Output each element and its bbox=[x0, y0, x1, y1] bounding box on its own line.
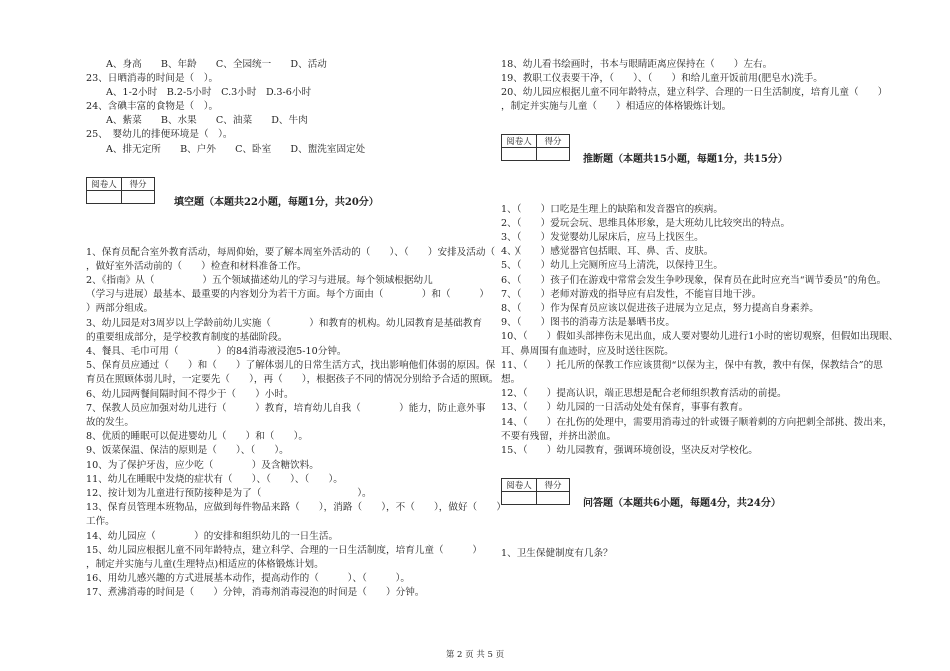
question-line: 11、幼儿在睡眠中发烧的症状有（ ）、（ ）、（ ）。 bbox=[86, 474, 343, 485]
question-line: 不要有残留，并挤出淤血。 bbox=[501, 431, 617, 442]
question-line: 18、幼儿看书绘画时，书本与眼睛距离应保持在（ ）左右。 bbox=[501, 59, 773, 70]
option-line: A、排无定所 B、户外 C、卧室 D、盥洗室固定处 bbox=[106, 144, 366, 155]
option-line: A、紫菜 B、水果 C、油菜 D、牛肉 bbox=[106, 115, 308, 126]
score-label: 得分 bbox=[537, 135, 570, 148]
question-line: 9、饭菜保温、保洁的原则是（ ）、（ ）。 bbox=[86, 445, 289, 456]
question-line: 3、（ ）发觉婴幼儿尿床后，应马上找医生。 bbox=[501, 232, 704, 243]
page-footer: 第 2 页 共 5 页 bbox=[445, 650, 505, 660]
question-line: 的重要组成部分，是学校教育制度的基础阶段。 bbox=[86, 332, 288, 343]
question-line: ，制定并实施与儿童（ ）相适应的体格锻炼计划。 bbox=[501, 101, 732, 112]
question-line: 20、幼儿园应根据儿童不同年龄特点，建立科学、合理的一日生活制度，培育儿童（ ） bbox=[501, 87, 888, 98]
question-line: 1、（ ）口吃是生理上的缺陷和发音器官的疾病。 bbox=[501, 204, 723, 215]
question-line: 16、用幼儿感兴趣的方式进展基本动作，提高动作的（ ）、（ ）。 bbox=[86, 573, 410, 584]
question-line: ）两部分组成。 bbox=[86, 303, 154, 314]
question-line: 8、（ ）作为保育员应该以促进孩子进展为立足点，努力提高自身素养。 bbox=[501, 303, 819, 314]
reviewer-cell bbox=[502, 492, 537, 505]
question-line: 6、幼儿园两餐间隔时间不得少于（ ）小时。 bbox=[86, 389, 294, 400]
question-line: 5、（ ）幼儿上完厕所应马上清洗，以保持卫生。 bbox=[501, 260, 723, 271]
question-line: 15、（ ）幼儿园教育，强调环境创设，坚决反对学校化。 bbox=[501, 445, 758, 456]
question-line: 10、（ ）假如头部摔伤未见出血，成人要对婴幼儿进行1小时的密切观察，但假如出现眼、 bbox=[501, 331, 899, 342]
reviewer-label: 阅卷人 bbox=[502, 135, 537, 148]
question-line: 19、教职工仪表要干净，（ ）、（ ）和给儿童开饭前用(肥皂水)洗手。 bbox=[501, 73, 823, 84]
score-cell bbox=[537, 148, 570, 161]
question-line: 13、保育员管理本班物品，应做到每件物品来路（ ），消路（ ），不（ ），做好（ ） bbox=[86, 502, 506, 513]
question-line: 7、保教人员应加强对幼儿进行（ ）教育，培育幼儿自我（ ）能力，防止意外事 bbox=[86, 403, 486, 414]
question-line: 14、幼儿园应（ ）的安排和组织幼儿的一日生活。 bbox=[86, 531, 339, 542]
question-line: 耳、鼻周围有血迹时，应及时送往医院。 bbox=[501, 346, 674, 357]
score-label: 得分 bbox=[537, 479, 570, 492]
question-line: 11、（ ）托儿所的保教工作应该贯彻“以保为主，保中有教，教中有保，保教结合”的思 bbox=[501, 360, 883, 371]
section-title: 填空题（本题共22小题，每题1分，共20分） bbox=[174, 197, 379, 208]
question-line: ，制定并实施与儿童(生理特点)相适应的体格锻炼计划。 bbox=[86, 559, 324, 570]
question-line: 想。 bbox=[501, 374, 521, 385]
score-label: 得分 bbox=[122, 178, 155, 191]
reviewer-label: 阅卷人 bbox=[87, 178, 122, 191]
question-line: 25、 婴幼儿的排便环境是（ ）。 bbox=[86, 129, 233, 140]
question-line: 5、保育员应通过（ ）和（ ）了解体弱儿的日常生活方式，找出影响他们体弱的原因。保 bbox=[86, 360, 496, 371]
question-line: 13、（ ）幼儿园的一日活动处处有保育，事事有教育。 bbox=[501, 402, 749, 413]
question-line: 17、煮沸消毒的时间是（ ）分钟，消毒剂消毒浸泡的时间是（ ）分钟。 bbox=[86, 587, 425, 598]
question-line: 10、为了保护牙齿，应少吃（ ）及含糖饮料。 bbox=[86, 460, 319, 471]
question-line: 育员在照顾体弱儿时，一定要先（ ），再（ ），根据孩子不同的情况分别给予合适的照顾。 bbox=[86, 374, 499, 385]
score-cell bbox=[537, 492, 570, 505]
question-line: 15、幼儿园应根据儿童不同年龄特点，建立科学、合理的一日生活制度，培育儿童（ ） bbox=[86, 545, 482, 556]
question-line: 2、《指南》从（ ）五个领域描述幼儿的学习与进展。每个领域根据幼儿 bbox=[86, 275, 433, 286]
question-line: 23、日晒消毒的时间是（ ）。 bbox=[86, 73, 219, 84]
question-line: 1、保育员配合室外教育活动，每周仰始，要了解本周室外活动的（ ）、（ ）安排及活动（ ） bbox=[86, 247, 524, 258]
reviewer-cell bbox=[502, 148, 537, 161]
question-line: 4、（ ）感觉器官包括眼、耳、鼻、舌、皮肤。 bbox=[501, 246, 714, 257]
question-line: 6、（ ）孩子们在游戏中常常会发生争吵现象，保育员在此时应充当“调节委员”的角色。 bbox=[501, 275, 887, 286]
question-line: 14、（ ）在扎伤的处理中，需要用消毒过的针或镊子顺着刺的方向把刺全部挑、拨出来， bbox=[501, 417, 893, 428]
score-box bbox=[501, 478, 570, 505]
score-box bbox=[86, 177, 155, 204]
question-line: 4、餐具、毛巾可用（ ）的84消毒液浸泡5-10分钟。 bbox=[86, 346, 347, 357]
question-line: 工作。 bbox=[86, 516, 115, 527]
score-cell bbox=[122, 191, 155, 204]
question-line: ，做好室外活动前的（ ）检查和材料准备工作。 bbox=[86, 261, 307, 272]
question-line: 8、优质的睡眠可以促进婴幼儿（ ）和（ ）。 bbox=[86, 431, 308, 442]
reviewer-label: 阅卷人 bbox=[502, 479, 537, 492]
question-line: 9、（ ）图书的消毒方法是暴晒书皮。 bbox=[501, 317, 675, 328]
question-line: 3、幼儿园是对3周岁以上学龄前幼儿实施（ ）和教育的机构。幼儿园教育是基础教育 bbox=[86, 318, 482, 329]
reviewer-cell bbox=[87, 191, 122, 204]
question-line: 7、（ ）老师对游戏的指导应有启发性，不能盲目地干涉。 bbox=[501, 289, 762, 300]
score-box bbox=[501, 134, 570, 161]
question-line: 故的发生。 bbox=[86, 417, 134, 428]
question-line: 1、卫生保健制度有几条？ bbox=[501, 548, 613, 559]
question-line: 12、（ ）提高认识，端正思想是配合老师组织教育活动的前提。 bbox=[501, 388, 787, 399]
section-title: 问答题（本题共6小题，每题4分，共24分） bbox=[583, 498, 781, 509]
section-title: 推断题（本题共15小题，每题1分，共15分） bbox=[583, 154, 788, 165]
option-line: A、身高 B、年龄 C、全园统一 D、活动 bbox=[106, 59, 327, 70]
option-line: A、1-2小时 B.2-5小时 C.3小时 D.3-6小时 bbox=[106, 87, 312, 98]
question-line: 12、按计划为儿童进行预防接种是为了（ ）。 bbox=[86, 488, 372, 499]
question-line: 2、（ ）爱玩会玩、思维具体形象，是大班幼儿比较突出的特点。 bbox=[501, 218, 791, 229]
question-line: 24、含碘丰富的食物是（ ）。 bbox=[86, 101, 219, 112]
question-line: （学习与进展）最基本、最重要的内容划分为若干方面。每个方面由（ ）和（ ） bbox=[86, 289, 489, 300]
